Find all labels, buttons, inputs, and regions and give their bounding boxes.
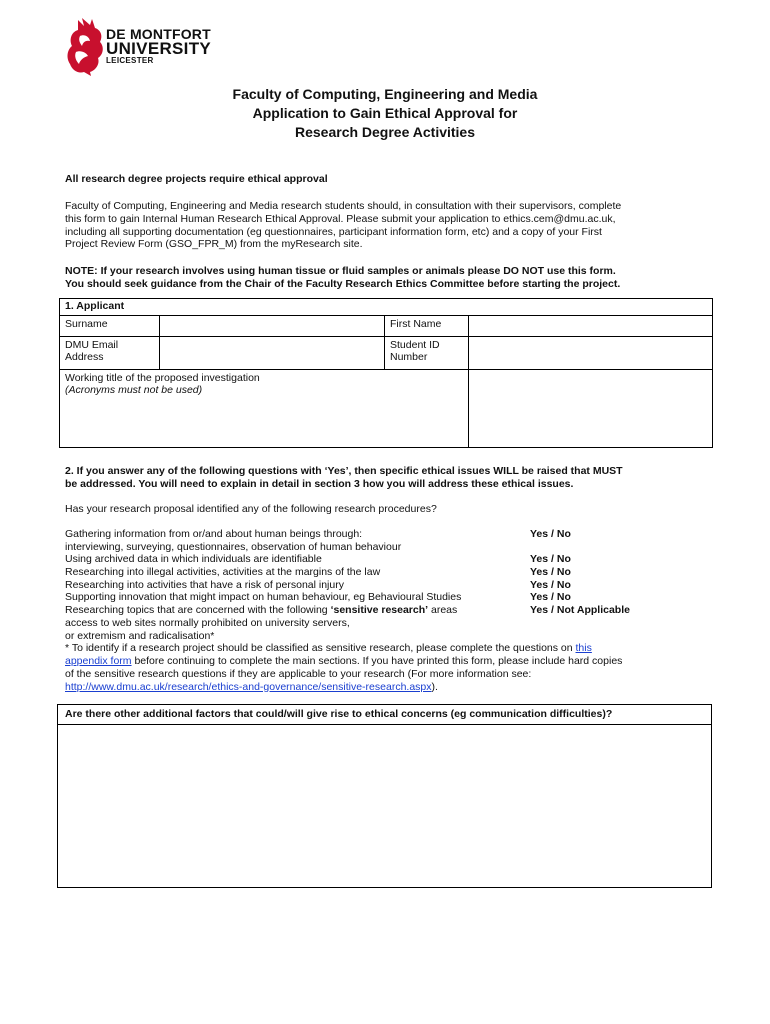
intro-line: including all supporting documentation (eg questionnaires, participant information form, etc) and a copy of your First [65, 225, 602, 238]
document-title [0, 85, 770, 142]
logo-line-2: UNIVERSITY [106, 39, 212, 58]
intro-line: Faculty of Computing, Engineering and Media research students should, in consultation with their supervisors, complete [65, 200, 622, 212]
sensitive-suffix: areas [428, 604, 458, 617]
student-id-label-line-1: Student ID [390, 338, 440, 351]
list-item [65, 566, 665, 579]
yes-no-answer[interactable]: Yes / No [530, 591, 571, 604]
list-item [65, 604, 665, 617]
yes-not-applicable-answer[interactable]: Yes / Not Applicable [530, 604, 630, 617]
appendix-form-link[interactable]: appendix form [65, 654, 132, 667]
student-id-label [385, 336, 469, 369]
surname-label: Surname [60, 315, 160, 336]
yes-no-answer[interactable]: Yes / No [530, 566, 571, 579]
additional-factors-box [57, 704, 712, 888]
email-label [60, 336, 160, 369]
question-intro: Has your research proposal identified any of the following research procedures? [65, 503, 437, 515]
note-line-2: You should seek guidance from the Chair of the Faculty Research Ethics Committee before starting the project. [65, 277, 621, 290]
list-item [65, 617, 665, 630]
question-text [65, 604, 530, 617]
working-title-label [60, 369, 469, 447]
dragon-crest-icon [64, 16, 110, 76]
student-id-label-line-2: Number [390, 351, 428, 363]
sensitive-prefix: Researching topics that are concerned with the following [65, 604, 331, 617]
question-text: Researching into activities that have a risk of personal injury [65, 578, 344, 591]
footnote-text: * To identify if a research project should be classified as sensitive research, please complete the questions on [65, 642, 576, 655]
footnote-end: ). [431, 680, 438, 693]
footnote-line-2 [65, 655, 715, 668]
email-label-line-2: Address [65, 351, 104, 363]
question-text: Supporting innovation that might impact on human behaviour, eg Behavioural Studies [65, 591, 462, 604]
list-item [65, 579, 665, 592]
list-item [65, 591, 665, 604]
surname-field[interactable] [160, 315, 385, 336]
section-2-line-2: be addressed. You will need to explain in detail in section 3 how you will address these ethical issues. [65, 477, 574, 490]
first-name-field[interactable] [469, 315, 713, 336]
list-item [65, 541, 665, 554]
sensitive-research-url-link[interactable]: http://www.dmu.ac.uk/research/ethics-and-governance/sensitive-research.aspx [65, 680, 432, 693]
question-text: Using archived data in which individuals are identifiable [65, 553, 322, 566]
intro-line: this form to gain Internal Human Research Ethical Approval. Please submit your application to ethics.cem@dmu.ac.uk, [65, 212, 616, 225]
appendix-link-part-1[interactable]: this [575, 642, 592, 655]
question-text: Gathering information from or/and about human beings through: [65, 528, 363, 540]
email-label-line-1: DMU Email [65, 338, 119, 351]
first-name-label: First Name [385, 315, 469, 336]
list-item [65, 630, 665, 643]
list-item [65, 528, 665, 541]
applicant-section-title: 1. Applicant [60, 299, 713, 316]
list-item [65, 553, 665, 566]
yes-no-answer[interactable]: Yes / No [530, 578, 571, 591]
footnote-line-3: of the sensitive research questions if they are applicable to your research (For more information see: [65, 667, 532, 680]
title-line-3: Research Degree Activities [294, 124, 476, 140]
working-title-note: (Acronyms must not be used) [65, 384, 203, 396]
yes-no-answer[interactable]: Yes / No [530, 553, 571, 566]
working-title-field[interactable] [469, 369, 713, 447]
yes-no-answer[interactable]: Yes / No [530, 528, 571, 540]
question-text: access to web sites normally prohibited on university servers, [65, 616, 350, 629]
logo-line-1: DE MONTFORT [106, 26, 211, 42]
student-id-field[interactable] [469, 336, 713, 369]
additional-factors-question: Are there other additional factors that could/will give rise to ethical concerns (eg communication difficulties)? [58, 705, 711, 725]
question-text: interviewing, surveying, questionnaires, observation of human behaviour [65, 540, 402, 553]
intro-line: Project Review Form (GSO_FPR_M) from the myResearch site. [65, 238, 363, 251]
intro-paragraph [65, 200, 705, 251]
university-wordmark [106, 28, 211, 65]
title-line-2: Application to Gain Ethical Approval for [252, 105, 518, 121]
intro-heading: All research degree projects require ethical approval [65, 173, 328, 185]
email-field[interactable] [160, 336, 385, 369]
footnote-line-1 [65, 642, 715, 655]
footnote [65, 642, 715, 693]
note-paragraph [65, 265, 725, 291]
applicant-table [59, 298, 713, 448]
note-line-1: NOTE: If your research involves using human tissue or fluid samples or animals please DO NOT use this form. [65, 265, 616, 277]
sensitive-research-term: ‘sensitive research’ [330, 604, 429, 617]
section-2-heading [65, 465, 715, 491]
question-text: or extremism and radicalisation* [65, 629, 215, 642]
footnote-line-4 [65, 681, 715, 694]
title-line-1: Faculty of Computing, Engineering and Media [232, 86, 538, 102]
section-2-line-1: 2. If you answer any of the following questions with ‘Yes’, then specific ethical issues WILL be raised that MUST [65, 465, 623, 477]
working-title-label-text: Working title of the proposed investigation [65, 371, 260, 384]
footnote-text: before continuing to complete the main sections. If you have printed this form, please include hard copies [131, 654, 623, 667]
logo-line-3: LEICESTER [106, 56, 154, 65]
procedures-list [65, 528, 665, 693]
question-text: Researching into illegal activities, activities at the margins of the law [65, 566, 381, 579]
additional-factors-answer-field[interactable] [58, 725, 711, 885]
